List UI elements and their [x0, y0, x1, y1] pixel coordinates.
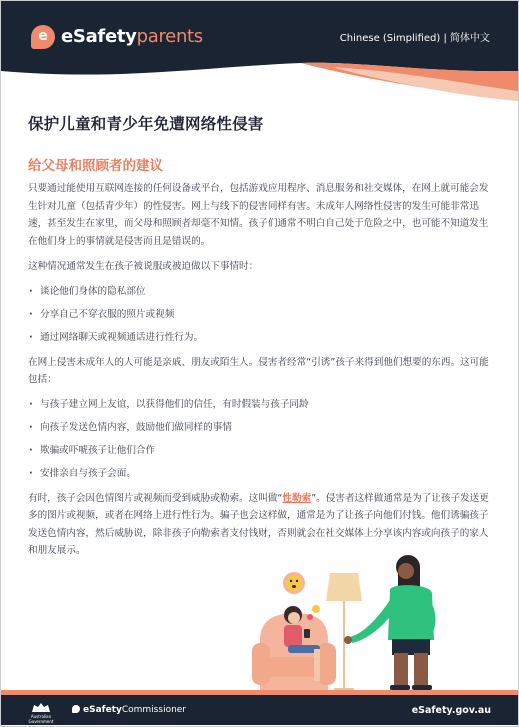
footer-accent-stripe: [1, 690, 518, 695]
page-title: 保护儿童和青少年免遭网络性侵害: [28, 115, 264, 133]
section-subheading: 给父母和照顾者的建议: [28, 158, 163, 174]
list-item: · 向孩子发送色情内容，鼓励他们做同样的事情: [28, 420, 492, 436]
esafety-parents-logo[interactable]: [61, 26, 203, 47]
logo-brand-primary: eSafety: [61, 26, 137, 47]
situations-list: [28, 284, 492, 346]
list-item: · 通过网络聊天或视频通话进行性行为。: [28, 330, 492, 346]
paragraph-grooming: 在网上侵害未成年人的人可能是亲戚、朋友或陌生人。侵害者经常“引诱”孩子来得到他们想要的东西。这可能包括：: [28, 356, 489, 385]
list-item: · 分享自己不穿衣服的照片或视频: [28, 307, 492, 323]
worried-emoji-icon: [283, 572, 305, 594]
paragraph-situations: 这种情况通常发生在孩子被说服或被迫做以下事情时：: [28, 261, 259, 272]
sextortion-link[interactable]: 性勒索: [282, 492, 312, 504]
language-label[interactable]: Chinese (Simplified) | 简体中文: [339, 33, 490, 44]
website-link[interactable]: eSafety.gov.au: [411, 705, 491, 716]
commissioner-logo-a: eSafety: [83, 705, 122, 715]
list-item: · 欺骗或吓唬孩子让他们合作: [28, 443, 492, 459]
crest-shape: [28, 703, 54, 713]
body-content: [28, 180, 492, 568]
esafety-logo-icon: e: [31, 25, 55, 49]
grooming-list: [28, 397, 492, 482]
commissioner-logo-b: Commissioner: [121, 705, 187, 715]
gov-crest-text: Australian Government: [28, 714, 54, 724]
list-item: · 与孩子建立网上友谊，以获得他们的信任，有时假装与孩子同龄: [28, 397, 492, 413]
sextortion-text-before: 有时，孩子会因色情图片或视频而受到威胁或勒索。这叫做“: [28, 492, 283, 504]
list-item: · 谈论他们身体的隐私部位: [28, 284, 492, 300]
sextortion-text-after: ”。侵害者这样做通常是为了让孩子发送更多的图片或视频，或者在网络上进行性行为。骗子也会这样做，通常是为了让孩子向他们付钱。他们诱骗孩子发送色情内容，然后威胁说，除非孩子向勒索者支付钱财，否则就会在社交媒体上分享该内容或向孩子的家人和朋友展示。: [28, 492, 489, 556]
esafety-commissioner-logo-icon: [72, 705, 80, 713]
header-banner: [1, 1, 518, 101]
logo-brand-secondary: parents: [136, 26, 203, 47]
esafety-commissioner-logo[interactable]: [72, 705, 186, 715]
list-item: · 安排亲自与孩子会面。: [28, 466, 492, 482]
australian-government-crest-icon: [28, 703, 54, 724]
parent-and-child-illustration: [230, 545, 510, 695]
paragraph-intro: 只要通过能使用互联网连接的任何设备或平台，包括游戏应用程序、消息服务和社交媒体，在网上就可能会发生针对儿童（包括青少年）的性侵害。网上与线下的侵害同样有害。未成年人网络性侵害的发生可能非常迅速，甚至发生在家里，而父母和照顾者却毫不知情。孩子们通常不明白自己处于危险之中，也可能不知道发生在他们身上的事情就是侵害而且是错误的。: [28, 183, 489, 247]
header-wave-graphic: [1, 1, 518, 101]
